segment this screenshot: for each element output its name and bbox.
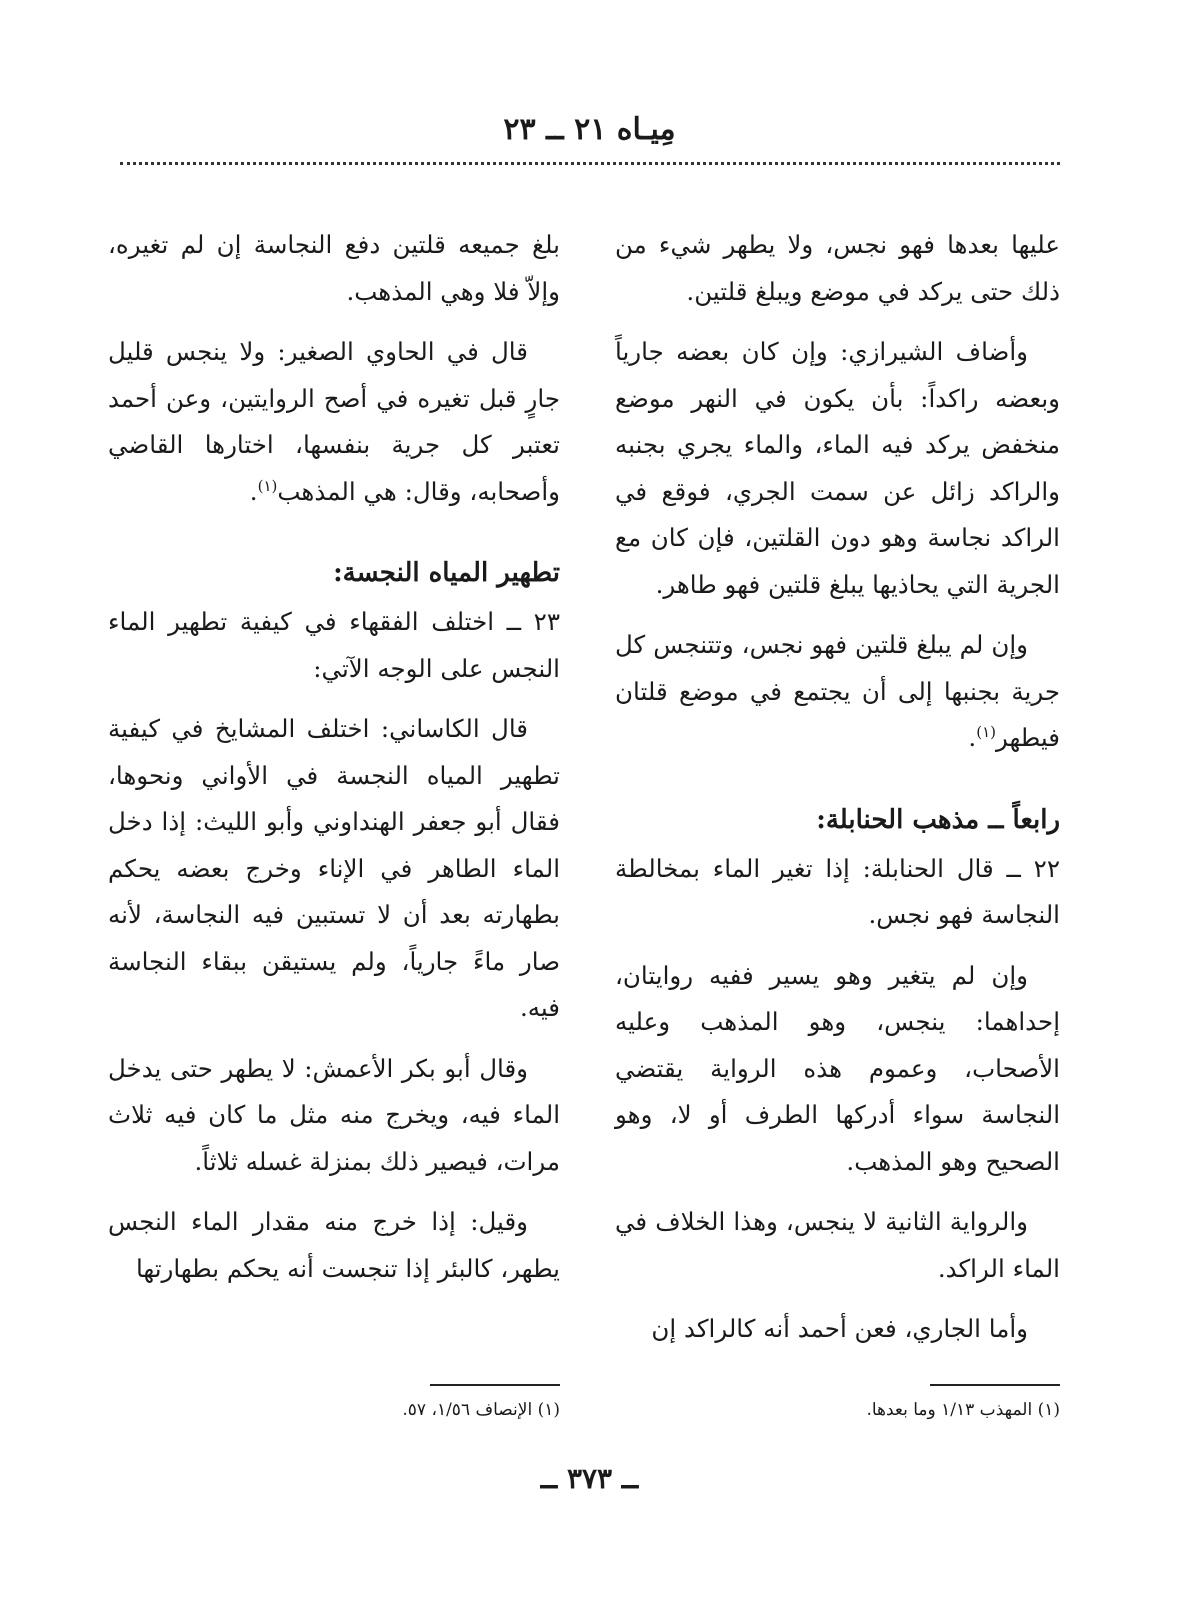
paragraph-end: .: [249, 476, 258, 506]
paragraph-text: وإن لم يبلغ قلتين فهو نجس، وتتنجس كل جرية بجنبها إلى أن يجتمع في موضع قلتان فيطهر: [615, 630, 1060, 752]
paragraph: وقيل: إذا خرج منه مقدار الماء النجس يطهر، كالبئر إذا تنجست أنه يحكم بطهارتها: [108, 1207, 560, 1283]
paragraph: [615, 622, 1060, 762]
footnote-marker: (١): [257, 476, 278, 495]
footnote-marker: (١): [976, 722, 996, 741]
paragraph: قال الكاساني: اختلف المشايخ في كيفية تطهير المياه النجسة في الأواني ونحوها، فقال أبو جعفر الهنداوني وأبو الليث: إذا دخل الماء الطاهر في الإناء وخرج بعضه يحكم بطهارته بعد أن لا تستبين فيه النجاسة، لأنه صار ماءً جارياً، ولم يستيقن ببقاء النجاسة فيه.: [108, 714, 560, 1022]
paragraph: وأما الجاري، فعن أحمد أنه كالراكد إن: [651, 1314, 1028, 1343]
footnote: (١) المهذب ١/١٣ وما بعدها.: [866, 1400, 1060, 1420]
footnote: (١) الإنصاف ١/٥٦، ٥٧.: [402, 1400, 560, 1420]
paragraph-end: .: [968, 723, 977, 752]
footnote-rule: [930, 1384, 1060, 1386]
paragraph-text: قال في الحاوي الصغير: ولا ينجس قليل جارٍ قبل تغيره في أصح الروايتين، وعن أحمد تعتبر كل جرية بنفسها، اختارها القاضي وأصحابه، وقال: هي المذهب: [108, 337, 560, 506]
paragraph: وإن لم يتغير وهو يسير ففيه روايتان، إحداهما: ينجس، وهو المذهب وعليه الأصحاب، وعموم هذه الرواية يقتضي النجاسة سواء أدركها الطرف أو لا، وهو الصحيح وهو المذهب.: [615, 960, 1060, 1176]
paragraph: ٢٣ ــ اختلف الفقهاء في كيفية تطهير الماء النجس على الوجه الآتي:: [108, 607, 560, 683]
header-dotted-rule: [120, 162, 1060, 165]
running-header: مِيـاه ٢١ ــ ٢٣: [503, 112, 676, 147]
paragraph: [108, 329, 560, 515]
right-column: [615, 222, 1060, 1367]
paragraph: وقال أبو بكر الأعمش: لا يطهر حتى يدخل الماء فيه، ويخرج منه مثل ما كان فيه ثلاث مرات، فيصير ذلك بمنزلة غسله ثلاثاً.: [108, 1053, 560, 1176]
left-column: [108, 222, 560, 1306]
section-heading: تطهير المياه النجسة:: [333, 558, 560, 588]
paragraph: وأضاف الشيرازي: وإن كان بعضه جارياً وبعضه راكداً: بأن يكون في النهر موضع منخفض يركد فيه الماء، والماء يجري بجنبه والراكد زائل عن سمت الجري، فوقع في الراكد نجاسة وهو دون القلتين، فإن كان مع الجرية التي يحاذيها يبلغ قلتين فهو طاهر.: [615, 337, 1060, 599]
paragraph: والرواية الثانية لا ينجس، وهذا الخلاف في الماء الراكد.: [615, 1207, 1060, 1283]
paragraph: عليها بعدها فهو نجس، ولا يطهر شيء من ذلك حتى يركد في موضع ويبلغ قلتين.: [615, 230, 1060, 306]
paragraph: ٢٢ ــ قال الحنابلة: إذا تغير الماء بمخالطة النجاسة فهو نجس.: [615, 853, 1060, 929]
footnote-rule: [430, 1384, 560, 1386]
page-number: ــ ٣٧٣ ــ: [540, 1462, 639, 1495]
paragraph: بلغ جميعه قلتين دفع النجاسة إن لم تغيره، وإلاّ فلا وهي المذهب.: [108, 230, 560, 306]
section-heading: رابعاً ــ مذهب الحنابلة:: [816, 804, 1060, 835]
